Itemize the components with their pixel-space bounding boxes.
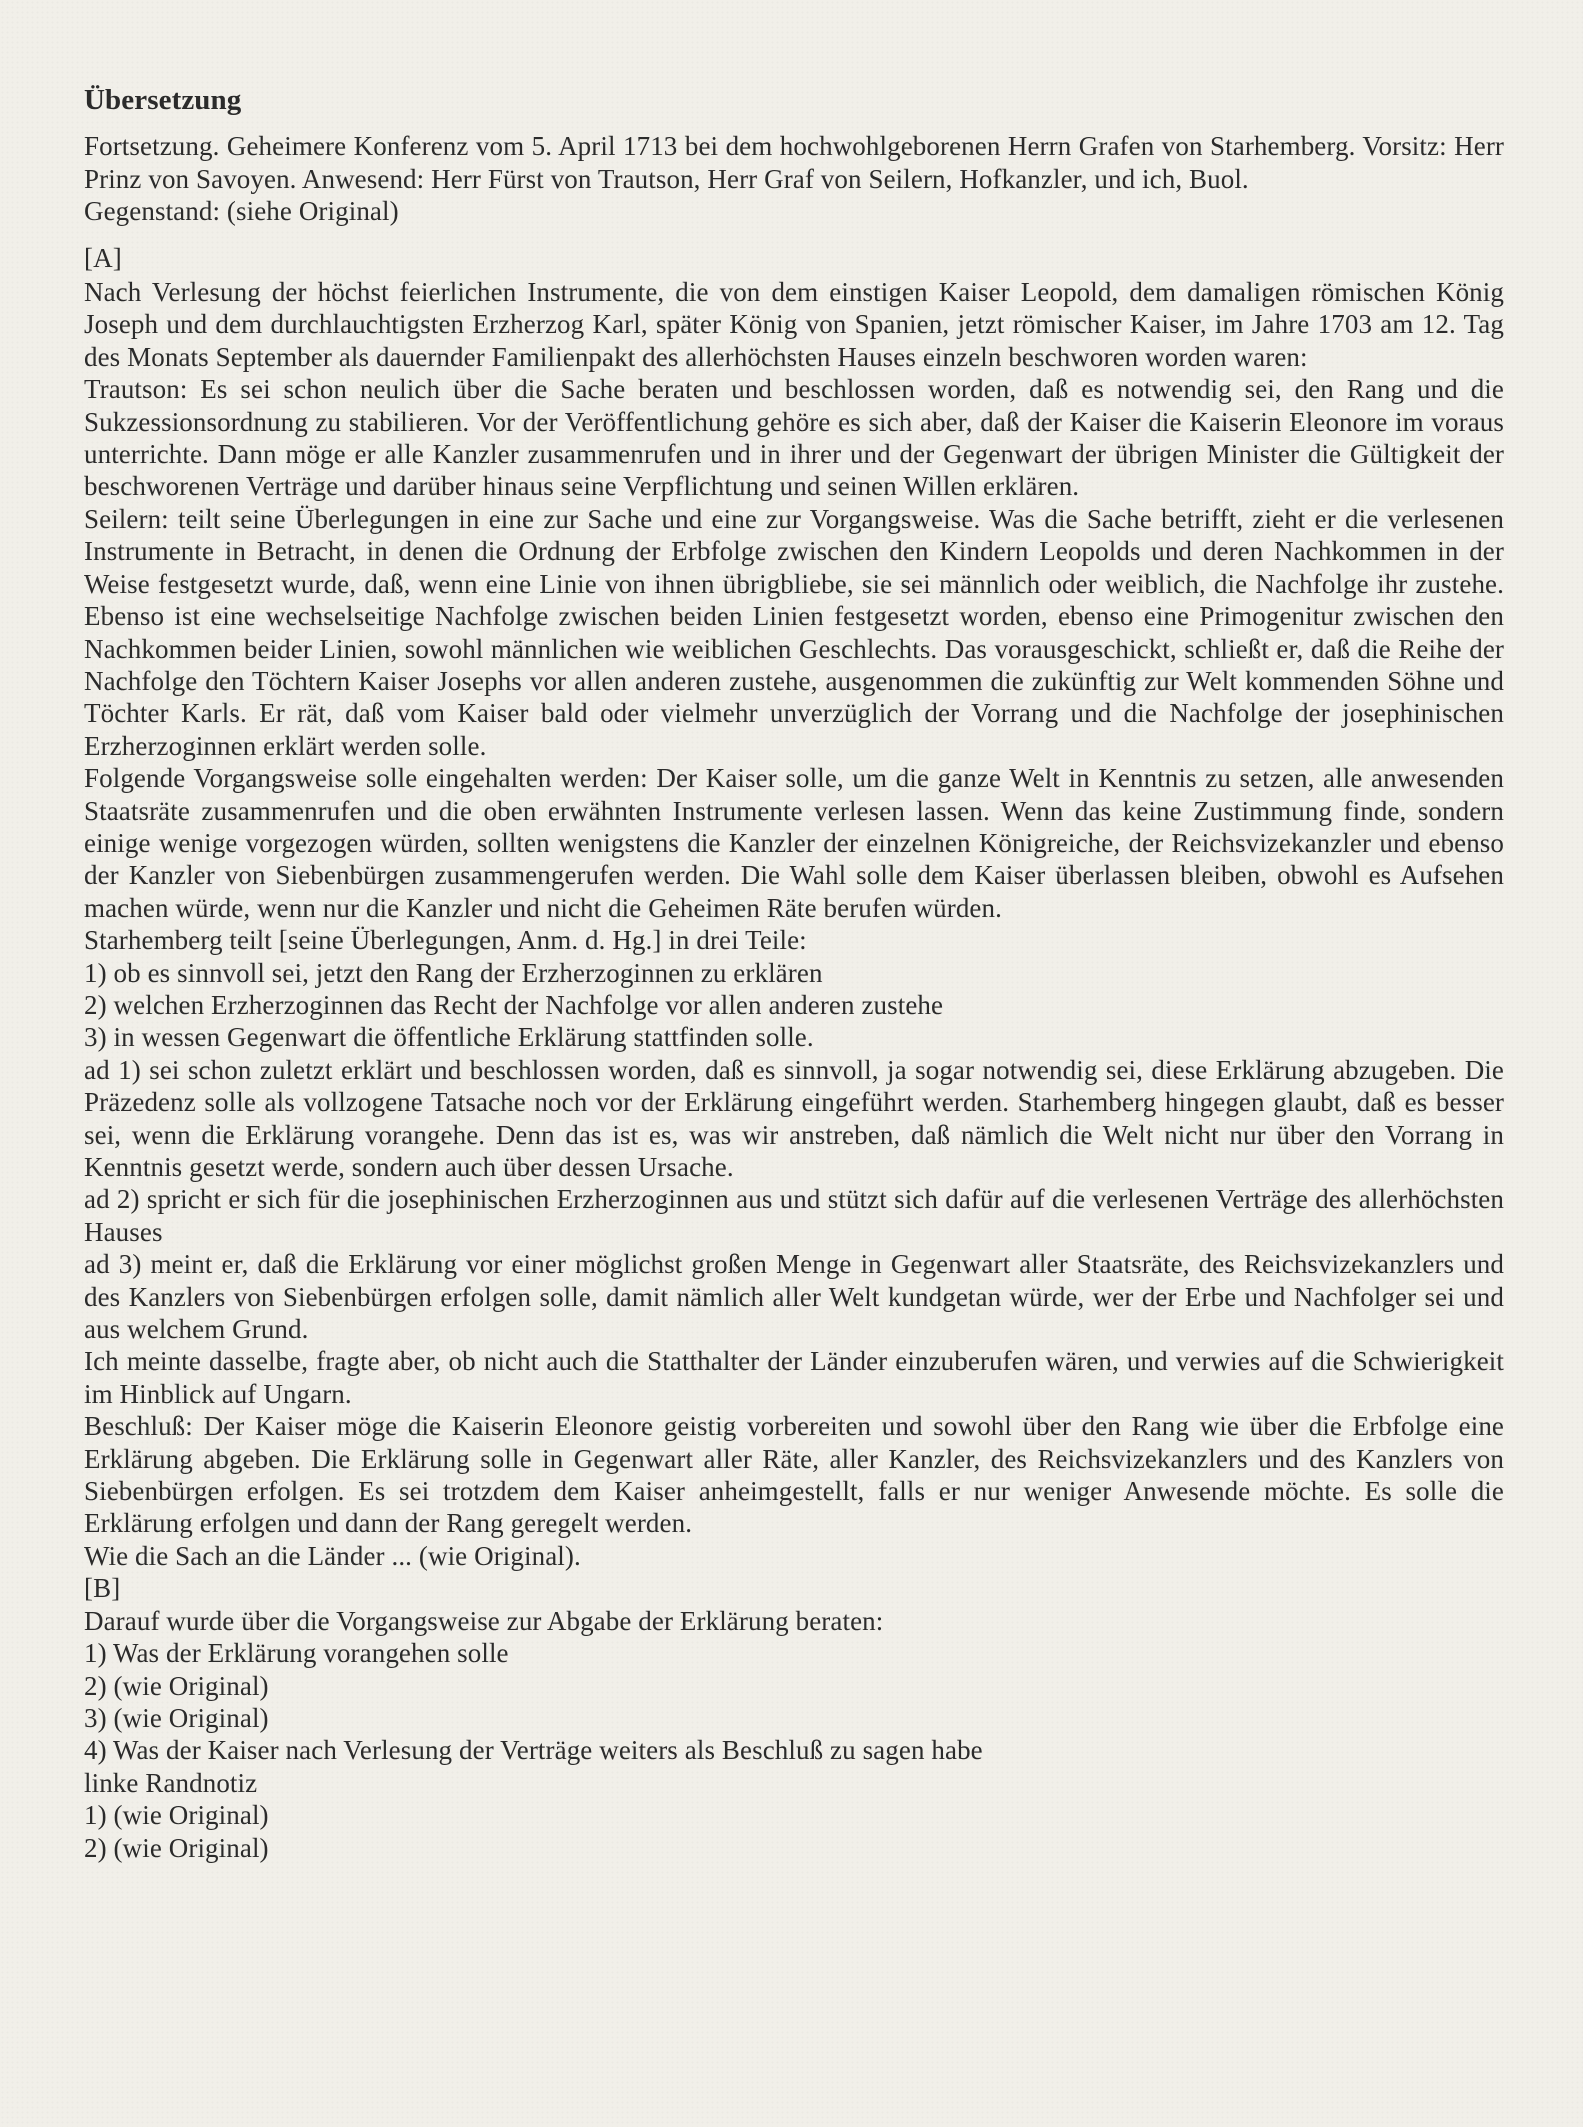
document-content <box>84 84 1504 1864</box>
document-title: Übersetzung <box>84 84 242 116</box>
ad-3-paragraph: ad 3) meint er, daß die Erklärung vor einer möglichst großen Menge in Gegenwart aller Staatsräte, des Reichsvizekanzlers und des Kanzlers von Siebenbürgen erfolgen solle, damit nämlich aller Welt kundgetan würde, wer der Erbe und Nachfolger sei und aus welchem Grund. <box>84 1249 1504 1345</box>
section-b-intro: Darauf wurde über die Vorgangsweise zur Abgabe der Erklärung beraten: <box>84 1605 884 1636</box>
margin-note-label: linke Randnotiz <box>84 1767 258 1798</box>
subject-line: Gegenstand: (siehe Original) <box>84 196 399 227</box>
intro-paragraph: Nach Verlesung der höchst feierlichen Instrumente, die von dem einstigen Kaiser Leopold, dem damaligen römischen König Joseph und dem durchlauchtigsten Erzherzog Karl, später König von Spanien, jetzt römischer Kaiser, im Jahre 1703 am 12. Tag des Monats September als dauernder Familienpakt des allerhöchsten Hauses einzeln beschworen worden waren: <box>84 277 1504 372</box>
starhemberg-intro: Starhemberg teilt [seine Überlegungen, Anm. d. Hg.] in drei Teile: <box>84 925 807 956</box>
margin-note-point: 2) (wie Original) <box>84 1832 269 1863</box>
resolution-paragraph: Beschluß: Der Kaiser möge die Kaiserin Eleonore geistig vorbereiten und sowohl über den Rang wie über die Erbfolge eine Erklärung abgeben. Die Erklärung solle in Gegenwart aller Räte, aller Kanzler, des Reichsvizekanzlers und des Kanzlers von Siebenbürgen erfolgen. Es sei trotzdem dem Kaiser anheimgestellt, falls er nur weniger Anwesende möchte. Es solle die Erklärung erfolgen und dann der Rang geregelt werden. <box>84 1411 1504 1539</box>
procedure-paragraph: Folgende Vorgangsweise solle eingehalten werden: Der Kaiser solle, um die ganze Welt in Kenntnis zu setzen, alle anwesenden Staatsräte zusammenrufen und die oben erwähnten Instrumente verlesen lassen. Wenn das keine Zustimmung finde, sondern einige wenige vorgezogen würden, sollten wenigstens die Kanzler der einzelnen Königreiche, der Reichsvizekanzler und ebenso der Kanzler von Siebenbürgen zusammengerufen werden. Die Wahl solle dem Kaiser überlassen bleiben, obwohl es Aufsehen machen würde, wenn nur die Kanzler und nicht die Geheimen Räte berufen würden. <box>84 763 1504 923</box>
lands-line: Wie die Sach an die Länder ... (wie Original). <box>84 1540 581 1571</box>
starhemberg-point: 3) in wessen Gegenwart die öffentliche Erklärung stattfinden solle. <box>84 1022 814 1053</box>
author-opinion-paragraph: Ich meinte dasselbe, fragte aber, ob nicht auch die Statthalter der Länder einzuberufen wären, und verwies auf die Schwierigkeit im Hinblick auf Ungarn. <box>84 1346 1504 1409</box>
starhemberg-point: 2) welchen Erzherzoginnen das Recht der Nachfolge vor allen anderen zustehe <box>84 989 944 1020</box>
header-paragraph: Fortsetzung. Geheimere Konferenz vom 5. April 1713 bei dem hochwohlgeborenen Herrn Grafen von Starhemberg. Vorsitz: Herr Prinz von Savoyen. Anwesend: Herr Fürst von Trautson, Herr Graf von Seilern, Hofkanzler, und ich, Buol. <box>84 131 1504 194</box>
section-b-point: 3) (wie Original) <box>84 1702 269 1733</box>
starhemberg-point: 1) ob es sinnvoll sei, jetzt den Rang der Erzherzoginnen zu erklären <box>84 957 823 988</box>
seilern-paragraph: Seilern: teilt seine Überlegungen in eine zur Sache und eine zur Vorgangsweise. Was die Sache betrifft, zieht er die verlesenen Instrumente in Betracht, in denen die Ordnung der Erbfolge zwischen den Kindern Leopolds und deren Nachkommen in der Weise festgesetzt wurde, daß, wenn eine Linie von ihnen übrigbliebe, sie sei männlich oder weiblich, die Nachfolge ihr zustehe. Ebenso ist eine wechselseitige Nachfolge zwischen beiden Linien festgesetzt worden, ebenso eine Primogenitur zwischen den Nachkommen beider Linien, sowohl männlichen wie weiblichen Geschlechts. Das vorausgeschickt, schließt er, daß die Reihe der Nachfolge den Töchtern Kaiser Josephs vor allen anderen zustehe, ausgenommen die zukünftig zur Welt kommenden Söhne und Töchter Karls. Er rät, daß vom Kaiser bald oder vielmehr unverzüglich der Vorrang und die Nachfolge der josephinischen Erzherzoginnen erklärt werden solle. <box>84 503 1504 761</box>
trautson-paragraph: Trautson: Es sei schon neulich über die Sache beraten und beschlossen worden, daß es notwendig sei, den Rang und die Sukzessionsordnung zu stabilieren. Vor der Veröffentlichung gehöre es sich aber, daß der Kaiser die Kaiserin Eleonore im voraus unterrichte. Dann möge er alle Kanzler zusammenrufen und in ihrer und der Gegenwart der übrigen Minister die Gültigkeit der beschworenen Verträge und darüber hinaus seine Verpflichtung und seinen Willen erklären. <box>84 374 1504 502</box>
section-b-label: [B] <box>84 1573 121 1604</box>
ad-2-paragraph: ad 2) spricht er sich für die josephinischen Erzherzoginnen aus und stützt sich dafür auf die verlesenen Verträge des allerhöchsten Hauses <box>84 1184 1504 1247</box>
section-b-point: 4) Was der Kaiser nach Verlesung der Verträge weiters als Beschluß zu sagen habe <box>84 1735 983 1766</box>
section-b-point: 1) Was der Erklärung vorangehen solle <box>84 1638 509 1669</box>
margin-note-point: 1) (wie Original) <box>84 1800 269 1831</box>
section-a-label: [A] <box>84 242 122 273</box>
section-b-point: 2) (wie Original) <box>84 1670 269 1701</box>
ad-1-paragraph: ad 1) sei schon zuletzt erklärt und beschlossen worden, daß es sinnvoll, ja sogar notwendig sei, diese Erklärung abzugeben. Die Präzedenz solle als vollzogene Tatsache noch vor der Erklärung eingeführt werden. Starhemberg hingegen glaubt, daß es besser sei, wenn die Erklärung vorangehe. Denn das ist es, was wir anstreben, daß nämlich die Welt nicht nur über den Vorrang in Kenntnis gesetzt werde, sondern auch über dessen Ursache. <box>84 1054 1504 1182</box>
